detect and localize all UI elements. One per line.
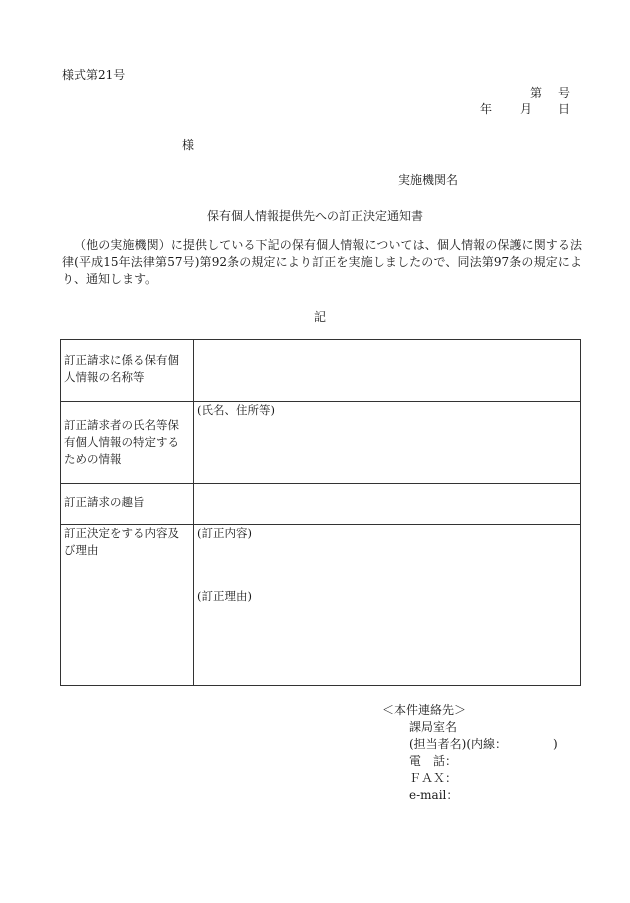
contact-person-close: ) <box>553 737 558 751</box>
table-row <box>61 525 581 686</box>
correction-reason-label: (訂正理由) <box>197 589 252 603</box>
row-label-purpose: 訂正請求の趣旨 <box>61 484 194 525</box>
row-value-info-name <box>194 340 581 402</box>
correction-content-label: (訂正内容) <box>197 526 252 540</box>
contact-email: e-mail： <box>409 788 459 802</box>
row-label-requester: 訂正請求者の氏名等保有個人情報の特定するための情報 <box>61 402 194 484</box>
organization-name: 実施機関名 <box>398 173 459 187</box>
record-table <box>60 339 581 686</box>
row-value-purpose <box>194 484 581 525</box>
notice-body-text: （他の実施機関）に提供している下記の保有個人情報については、個人情報の保護に関する法律(平成15年法律第57号)第92条の規定により訂正を実施しましたので、同法第97条の規定により、通知します。 <box>62 238 582 286</box>
table-row <box>61 484 581 525</box>
row-label-info-name: 訂正請求に係る保有個人情報の名称等 <box>61 340 194 402</box>
contact-header: ＜本件連絡先＞ <box>382 703 467 717</box>
contact-division: 課局室名 <box>409 720 458 734</box>
table-row <box>61 340 581 402</box>
row-value-decision <box>194 525 581 686</box>
document-title: 保有個人情報提供先への訂正決定通知書 <box>206 209 423 223</box>
form-number: 様式第21号 <box>62 68 126 82</box>
table-row <box>61 402 581 484</box>
contact-phone: 電 話： <box>409 754 458 768</box>
date-year: 年 <box>479 102 492 116</box>
contact-person-row <box>382 736 558 753</box>
contact-fax: ＦＡＸ： <box>409 771 458 785</box>
addressee: 様 <box>182 138 195 152</box>
document-number-row <box>530 84 570 101</box>
ki-heading: 記 <box>313 310 326 324</box>
date-month: 月 <box>519 102 532 116</box>
document-number-suffix: 号 <box>557 86 570 100</box>
row-value-requester: (氏名、住所等) <box>194 402 581 484</box>
contact-person: (担当者名)(内線： <box>409 737 508 751</box>
document-number-prefix: 第 <box>529 86 542 100</box>
date-row <box>480 100 570 117</box>
date-day: 日 <box>557 102 570 116</box>
row-label-decision: 訂正決定をする内容及び理由 <box>61 525 194 686</box>
contact-block <box>382 702 558 804</box>
